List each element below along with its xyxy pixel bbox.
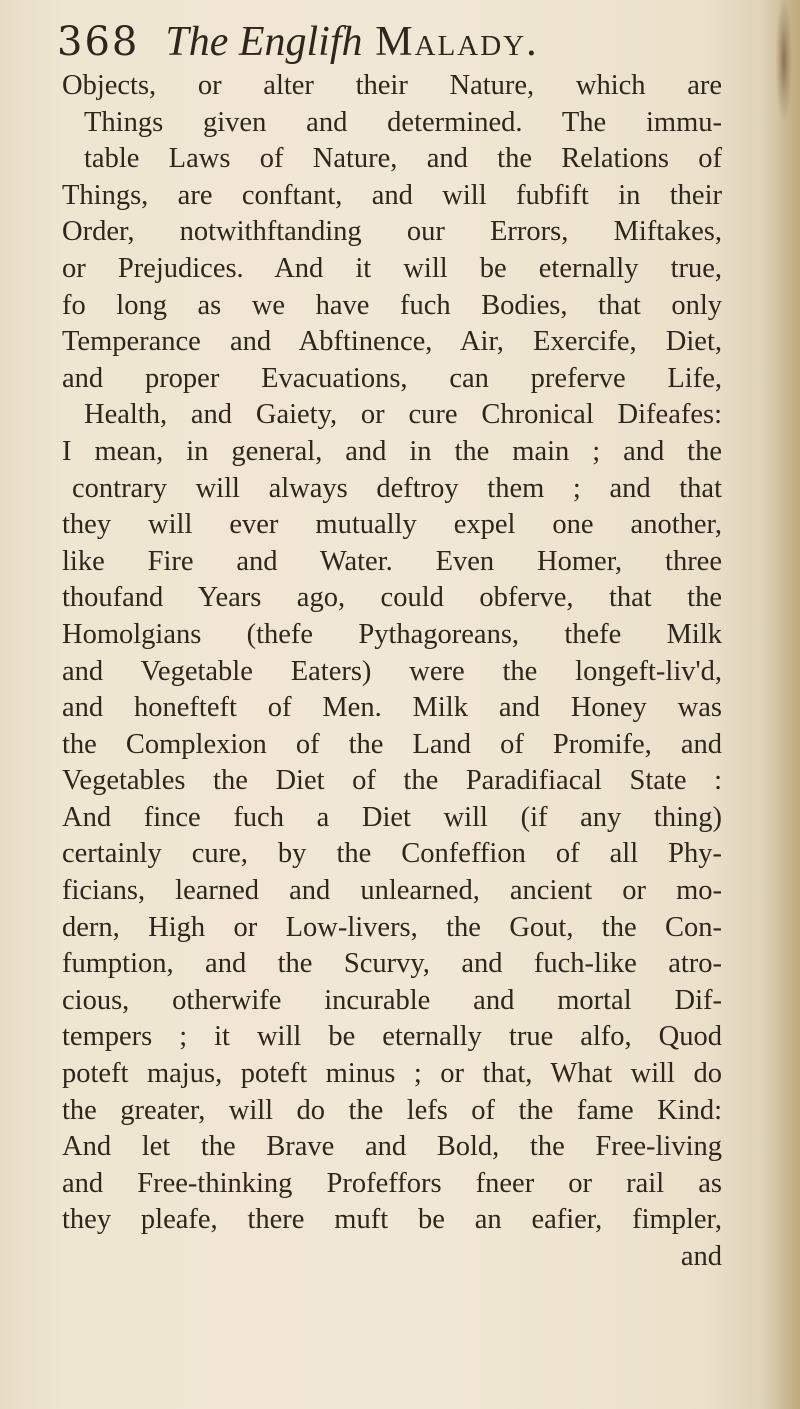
text-line: they will ever mutually expel one another, (62, 509, 722, 541)
text-line: or Prejudices. And it will be eternally true, (62, 252, 722, 284)
text-line: the greater, will do the lefs of the fame Kind: (62, 1094, 722, 1126)
text-line: they pleafe, there muft be an eafier, fimpler, (62, 1204, 722, 1236)
text-line: fumption, and the Scurvy, and fuch-like atro- (62, 948, 722, 980)
text-line: fo long as we have fuch Bodies, that only (62, 289, 722, 321)
text-line: like Fire and Water. Even Homer, three (62, 545, 722, 577)
text-line: certainly cure, by the Confeffion of all Phy- (62, 838, 722, 870)
text-line: Health, and Gaiety, or cure Chronical Difeafes: (84, 399, 722, 431)
text-line: contrary will always deftroy them ; and that (72, 472, 722, 504)
text-line: Objects, or alter their Nature, which are (62, 70, 722, 101)
text-line: and Vegetable Eaters) were the longeft-liv'd, (62, 655, 722, 687)
text-line: I mean, in general, and in the main ; and the (62, 435, 722, 467)
text-line: dern, High or Low-livers, the Gout, the Con- (62, 911, 722, 943)
page-number: 368 (57, 19, 140, 65)
text-line: and Free-thinking Profeffors fneer or rail as (62, 1167, 722, 1199)
text-line: Homolgians (thefe Pythagoreans, thefe Milk (62, 618, 722, 650)
text-line: ficians, learned and unlearned, ancient or mo- (62, 875, 722, 907)
text-line: table Laws of Nature, and the Relations of (84, 143, 722, 175)
running-title-caps: Malady. (375, 19, 539, 65)
body-text (62, 68, 722, 1276)
text-line: Temperance and Abftinence, Air, Exercife, Diet, (62, 326, 722, 358)
text-line: and honefteft of Men. Milk and Honey was (62, 692, 722, 724)
catchword: and (680, 1241, 722, 1272)
text-line: tempers ; it will be eternally true alfo, Quod (62, 1021, 722, 1053)
text-line: cious, otherwife incurable and mortal Dif- (62, 984, 722, 1016)
text-line: Things given and determined. The immu- (84, 106, 722, 138)
text-line: thoufand Years ago, could obferve, that the (62, 582, 722, 614)
text-line: Order, notwithftanding our Errors, Miftakes, (62, 216, 722, 248)
text-line: And fince fuch a Diet will (if any thing) (62, 801, 722, 833)
text-line: the Complexion of the Land of Promife, and (62, 728, 722, 760)
text-line: Things, are conftant, and will fubfift in their (62, 179, 722, 211)
text-line: And let the Brave and Bold, the Free-living (62, 1131, 722, 1163)
text-line: Vegetables the Diet of the Paradifiacal State : (62, 765, 722, 797)
text-line: poteft majus, poteft minus ; or that, What will do (62, 1058, 722, 1090)
text-line: and proper Evacuations, can preferve Life, (62, 362, 722, 394)
running-header (57, 14, 717, 70)
page-edge-shadow (762, 0, 800, 1409)
running-title: The Englifh (165, 19, 363, 65)
